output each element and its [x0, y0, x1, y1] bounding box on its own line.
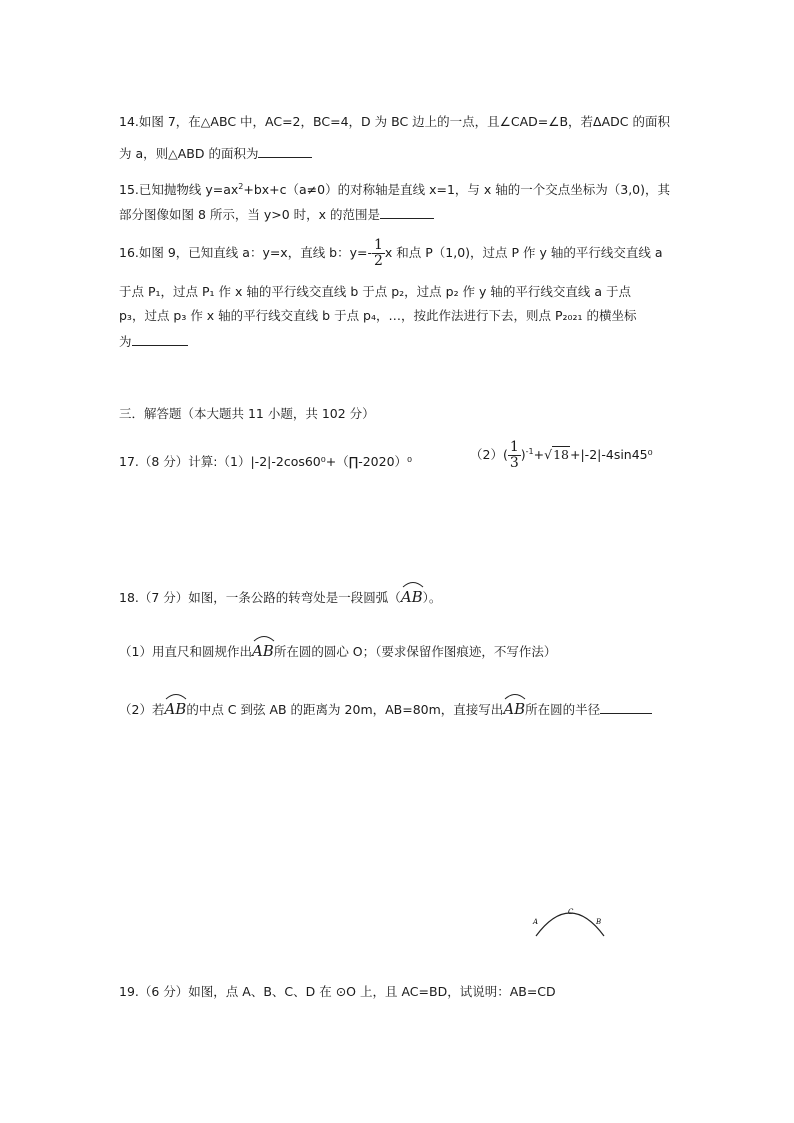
q15-superscript: 2 [238, 181, 244, 191]
q18-arc-label-2 [252, 638, 274, 660]
q18-arc-text-4: AB [503, 700, 526, 718]
q16-line1-a: 16.如图 9，已知直线 a：y=x，直线 b：y=- [119, 245, 372, 260]
q14-answer-blank [258, 145, 312, 158]
figure-label-b: B [596, 918, 602, 926]
q18-arc-label-3 [164, 696, 186, 718]
q18-line3 [119, 696, 652, 718]
q18-line1-a: 18.（7 分）如图，一条公路的转弯处是一段圆弧（ [119, 590, 401, 605]
q18-arc-label-4 [503, 696, 525, 718]
q16-frac-den: 2 [374, 253, 383, 269]
q17-part2-c: +|-2|-4sin45⁰ [570, 447, 653, 462]
q18-line2 [119, 638, 556, 660]
q17-part2-b: ) [520, 447, 526, 462]
q17-fraction [508, 440, 521, 471]
road-arc [536, 913, 604, 936]
q18-line3-c: 所在圆的半径 [525, 702, 601, 717]
q16-line4 [119, 332, 188, 350]
q18-line3-a: （2）若 [119, 702, 165, 717]
q16-line1-b: x 和点 P（1,0)，过点 P 作 y 轴的平行线交直线 a [384, 245, 663, 260]
q18-line1-b: ）。 [422, 590, 442, 605]
figure-label-a: A [533, 918, 539, 926]
q19-line1: 19.（6 分）如图，点 A、B、C、D 在 ⊙O 上，且 AC=BD，试说明：AB=CD [119, 984, 556, 999]
q17-sqrt: √18 [544, 447, 569, 462]
q17-sqrt-value: 18 [553, 447, 569, 462]
q17-frac-num: 1 [509, 439, 519, 455]
q14-line2-text: 为 a，则△ABD 的面积为 [119, 146, 259, 161]
road-arc-figure [530, 902, 610, 942]
section-3-title: 三．解答题（本大题共 11 小题，共 102 分） [119, 406, 375, 421]
arc-mark-icon [252, 632, 276, 642]
q15-line2-text: 部分图像如图 8 所示，当 y>0 时，x 的范围是 [119, 207, 381, 222]
q18-line3-b: 的中点 C 到弦 AB 的距离为 20m，AB=80m，直接写出 [186, 702, 504, 717]
q17-exponent: -1 [525, 446, 534, 456]
q18-arc-label-1 [401, 584, 423, 606]
q18-answer-blank [600, 701, 652, 714]
q17-part2-a: （2）( [470, 447, 508, 462]
arc-mark-icon [401, 578, 425, 588]
q15-line1 [119, 180, 670, 198]
q14-line2 [119, 144, 312, 162]
q15-line1-a: 15.已知抛物线 y=ax [119, 182, 239, 197]
q16-frac-num: 1 [374, 237, 383, 253]
figure-label-c: C [568, 908, 574, 916]
q17-plus: + [533, 447, 545, 462]
q17-part1: 17.（8 分）计算:（1）|-2|-2cos60⁰+（∏-2020）⁰ [119, 454, 413, 469]
arc-mark-icon [164, 690, 188, 700]
q18-line1 [119, 584, 441, 606]
q16-line2: 于点 P₁，过点 P₁ 作 x 轴的平行线交直线 b 于点 p₂，过点 p₂ 作 y 轴的平行线交直线 a 于点 [119, 284, 632, 299]
q18-line2-b: 所在圆的圆心 O；（要求保留作图痕迹，不写作法） [273, 644, 557, 659]
q16-fraction [372, 238, 385, 269]
q18-arc-text-2: AB [251, 642, 274, 660]
q18-arc-text-1: AB [400, 588, 423, 606]
q18-arc-text-3: AB [164, 700, 187, 718]
q15-answer-blank [380, 206, 434, 219]
q15-line2 [119, 205, 434, 223]
q15-line1-b: +bx+c（a≠0）的对称轴是直线 x=1，与 x 轴的一个交点坐标为（3,0)，其 [243, 182, 671, 197]
q16-line4-text: 为 [119, 334, 132, 349]
arc-mark-icon [503, 690, 527, 700]
q18-line2-a: （1）用直尺和圆规作出 [119, 644, 252, 659]
q16-answer-blank [132, 333, 188, 346]
q16-line1 [119, 238, 663, 269]
q16-line3: p₃，过点 p₃ 作 x 轴的平行线交直线 b 于点 p₄，…，按此作法进行下去，则点 P₂₀₂₁ 的横坐标 [119, 308, 637, 323]
q17-part2 [470, 440, 653, 471]
q14-line1: 14.如图 7，在△ABC 中，AC=2，BC=4，D 为 BC 边上的一点，且∠CAD=∠B，若ΔADC 的面积 [119, 114, 670, 129]
q17-frac-den: 3 [509, 455, 519, 471]
